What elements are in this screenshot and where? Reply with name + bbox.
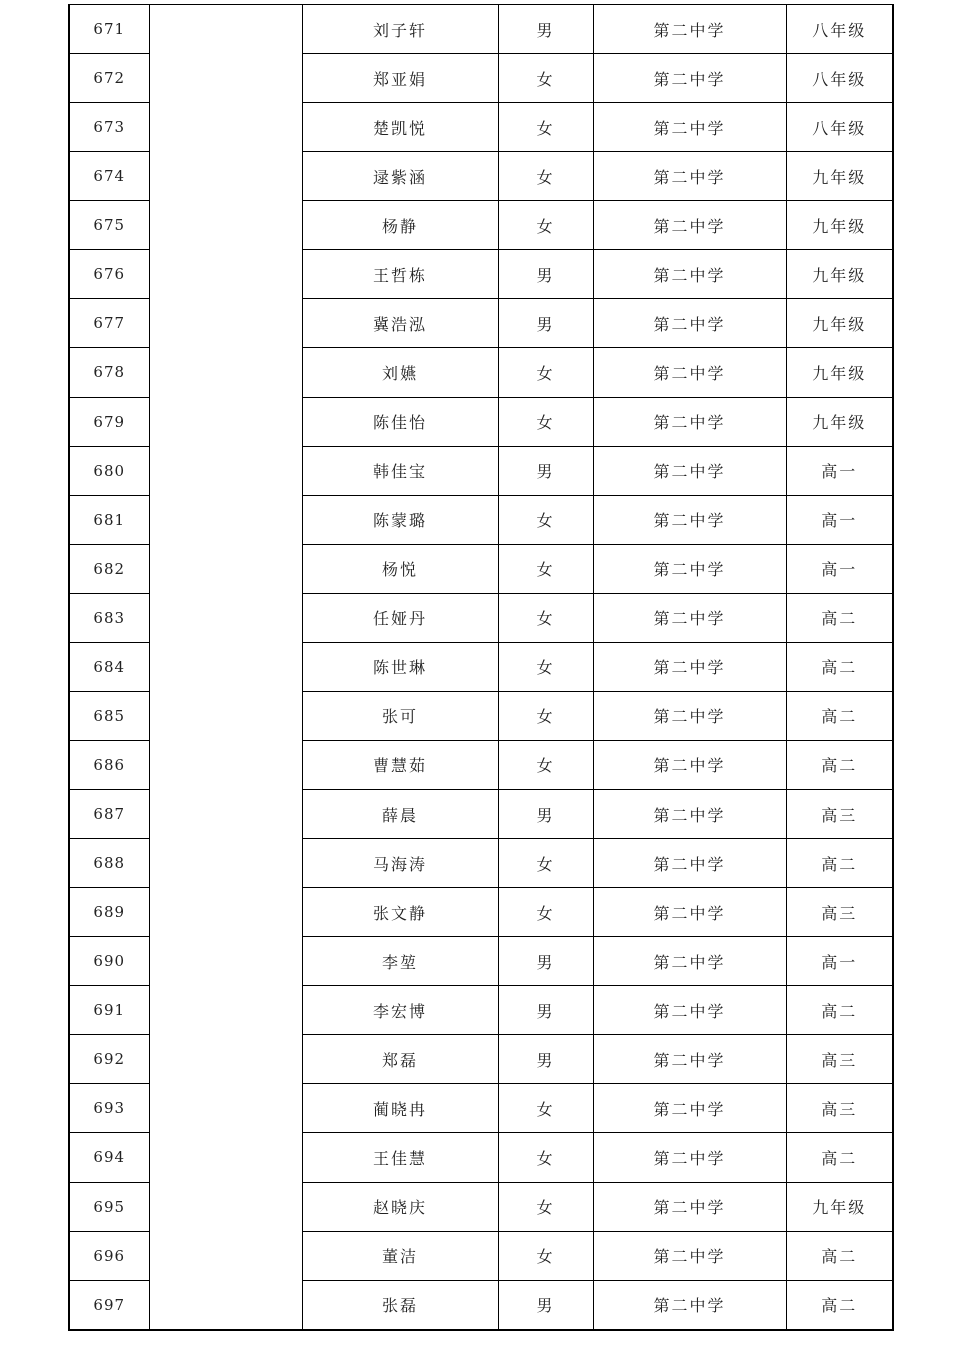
school-name: 第二中学 <box>593 740 786 789</box>
student-gender: 女 <box>498 839 593 888</box>
grade-level: 高三 <box>786 1035 893 1084</box>
row-number: 682 <box>69 544 149 593</box>
student-name: 蔺晓冉 <box>302 1084 498 1133</box>
row-number: 679 <box>69 397 149 446</box>
row-number: 697 <box>69 1280 149 1330</box>
school-name: 第二中学 <box>593 790 786 839</box>
school-name: 第二中学 <box>593 1133 786 1182</box>
student-gender: 男 <box>498 937 593 986</box>
student-gender: 男 <box>498 5 593 54</box>
school-name: 第二中学 <box>593 642 786 691</box>
student-gender: 女 <box>498 1231 593 1280</box>
student-name: 王哲栋 <box>302 250 498 299</box>
grade-level: 八年级 <box>786 5 893 54</box>
grade-level: 高二 <box>786 593 893 642</box>
student-gender: 男 <box>498 250 593 299</box>
student-name: 任娅丹 <box>302 593 498 642</box>
school-name: 第二中学 <box>593 1231 786 1280</box>
row-number: 692 <box>69 1035 149 1084</box>
row-number: 693 <box>69 1084 149 1133</box>
row-number: 680 <box>69 446 149 495</box>
student-name: 陈世琳 <box>302 642 498 691</box>
school-name: 第二中学 <box>593 544 786 593</box>
row-number: 686 <box>69 740 149 789</box>
student-gender: 男 <box>498 299 593 348</box>
row-number: 683 <box>69 593 149 642</box>
grade-level: 高二 <box>786 1231 893 1280</box>
row-number: 691 <box>69 986 149 1035</box>
grade-level: 九年级 <box>786 348 893 397</box>
school-name: 第二中学 <box>593 397 786 446</box>
school-name: 第二中学 <box>593 1182 786 1231</box>
school-name: 第二中学 <box>593 1035 786 1084</box>
grade-level: 八年级 <box>786 103 893 152</box>
student-gender: 女 <box>498 593 593 642</box>
grade-level: 高三 <box>786 790 893 839</box>
school-name: 第二中学 <box>593 348 786 397</box>
student-gender: 女 <box>498 54 593 103</box>
grade-level: 高三 <box>786 888 893 937</box>
school-name: 第二中学 <box>593 201 786 250</box>
school-name: 第二中学 <box>593 937 786 986</box>
student-name: 曹慧茹 <box>302 740 498 789</box>
grade-level: 高二 <box>786 839 893 888</box>
school-name: 第二中学 <box>593 103 786 152</box>
student-gender: 女 <box>498 691 593 740</box>
row-number: 675 <box>69 201 149 250</box>
school-name: 第二中学 <box>593 299 786 348</box>
grade-level: 高一 <box>786 446 893 495</box>
student-gender: 女 <box>498 642 593 691</box>
student-gender: 女 <box>498 495 593 544</box>
student-name: 郑磊 <box>302 1035 498 1084</box>
student-name: 薛晨 <box>302 790 498 839</box>
grade-level: 高二 <box>786 691 893 740</box>
student-roster-table <box>68 4 894 1331</box>
school-name: 第二中学 <box>593 54 786 103</box>
school-name: 第二中学 <box>593 593 786 642</box>
grade-level: 高一 <box>786 495 893 544</box>
student-name: 郑亚娟 <box>302 54 498 103</box>
row-number: 696 <box>69 1231 149 1280</box>
grade-level: 高一 <box>786 544 893 593</box>
student-name: 张可 <box>302 691 498 740</box>
student-gender: 女 <box>498 103 593 152</box>
row-number: 690 <box>69 937 149 986</box>
student-gender: 男 <box>498 790 593 839</box>
grade-level: 高二 <box>786 740 893 789</box>
school-name: 第二中学 <box>593 495 786 544</box>
row-number: 685 <box>69 691 149 740</box>
school-name: 第二中学 <box>593 691 786 740</box>
row-number: 673 <box>69 103 149 152</box>
row-number: 687 <box>69 790 149 839</box>
row-number: 689 <box>69 888 149 937</box>
student-name: 刘子轩 <box>302 5 498 54</box>
student-gender: 女 <box>498 740 593 789</box>
row-number: 677 <box>69 299 149 348</box>
school-name: 第二中学 <box>593 986 786 1035</box>
school-name: 第二中学 <box>593 250 786 299</box>
row-number: 678 <box>69 348 149 397</box>
student-name: 韩佳宝 <box>302 446 498 495</box>
student-gender: 男 <box>498 1280 593 1330</box>
student-name: 李堃 <box>302 937 498 986</box>
student-name: 董洁 <box>302 1231 498 1280</box>
grade-level: 九年级 <box>786 299 893 348</box>
row-number: 674 <box>69 152 149 201</box>
grade-level: 九年级 <box>786 1182 893 1231</box>
merged-blank-cell <box>149 5 302 1331</box>
grade-level: 高二 <box>786 1133 893 1182</box>
grade-level: 高二 <box>786 986 893 1035</box>
row-number: 694 <box>69 1133 149 1182</box>
student-gender: 女 <box>498 348 593 397</box>
student-gender: 女 <box>498 888 593 937</box>
student-gender: 女 <box>498 152 593 201</box>
student-name: 冀浩泓 <box>302 299 498 348</box>
student-gender: 男 <box>498 1035 593 1084</box>
student-name: 赵晓庆 <box>302 1182 498 1231</box>
student-gender: 女 <box>498 1084 593 1133</box>
school-name: 第二中学 <box>593 1280 786 1330</box>
grade-level: 高二 <box>786 1280 893 1330</box>
student-name: 楚凯悦 <box>302 103 498 152</box>
student-gender: 男 <box>498 446 593 495</box>
student-name: 陈蒙璐 <box>302 495 498 544</box>
row-number: 684 <box>69 642 149 691</box>
school-name: 第二中学 <box>593 888 786 937</box>
table-row <box>69 5 893 54</box>
row-number: 681 <box>69 495 149 544</box>
grade-level: 九年级 <box>786 152 893 201</box>
row-number: 671 <box>69 5 149 54</box>
school-name: 第二中学 <box>593 152 786 201</box>
school-name: 第二中学 <box>593 446 786 495</box>
row-number: 672 <box>69 54 149 103</box>
student-name: 张磊 <box>302 1280 498 1330</box>
row-number: 688 <box>69 839 149 888</box>
student-gender: 女 <box>498 544 593 593</box>
grade-level: 九年级 <box>786 250 893 299</box>
grade-level: 九年级 <box>786 201 893 250</box>
row-number: 695 <box>69 1182 149 1231</box>
grade-level: 高三 <box>786 1084 893 1133</box>
student-name: 陈佳怡 <box>302 397 498 446</box>
student-name: 杨静 <box>302 201 498 250</box>
student-name: 王佳慧 <box>302 1133 498 1182</box>
student-name: 张文静 <box>302 888 498 937</box>
student-name: 马海涛 <box>302 839 498 888</box>
student-gender: 男 <box>498 986 593 1035</box>
student-gender: 女 <box>498 1133 593 1182</box>
student-name: 杨悦 <box>302 544 498 593</box>
grade-level: 九年级 <box>786 397 893 446</box>
student-name: 刘嬿 <box>302 348 498 397</box>
student-gender: 女 <box>498 397 593 446</box>
school-name: 第二中学 <box>593 1084 786 1133</box>
row-number: 676 <box>69 250 149 299</box>
school-name: 第二中学 <box>593 5 786 54</box>
student-name: 逯紫涵 <box>302 152 498 201</box>
student-gender: 女 <box>498 1182 593 1231</box>
grade-level: 高一 <box>786 937 893 986</box>
grade-level: 高二 <box>786 642 893 691</box>
grade-level: 八年级 <box>786 54 893 103</box>
student-name: 李宏博 <box>302 986 498 1035</box>
school-name: 第二中学 <box>593 839 786 888</box>
table-body <box>69 5 893 1331</box>
student-gender: 女 <box>498 201 593 250</box>
